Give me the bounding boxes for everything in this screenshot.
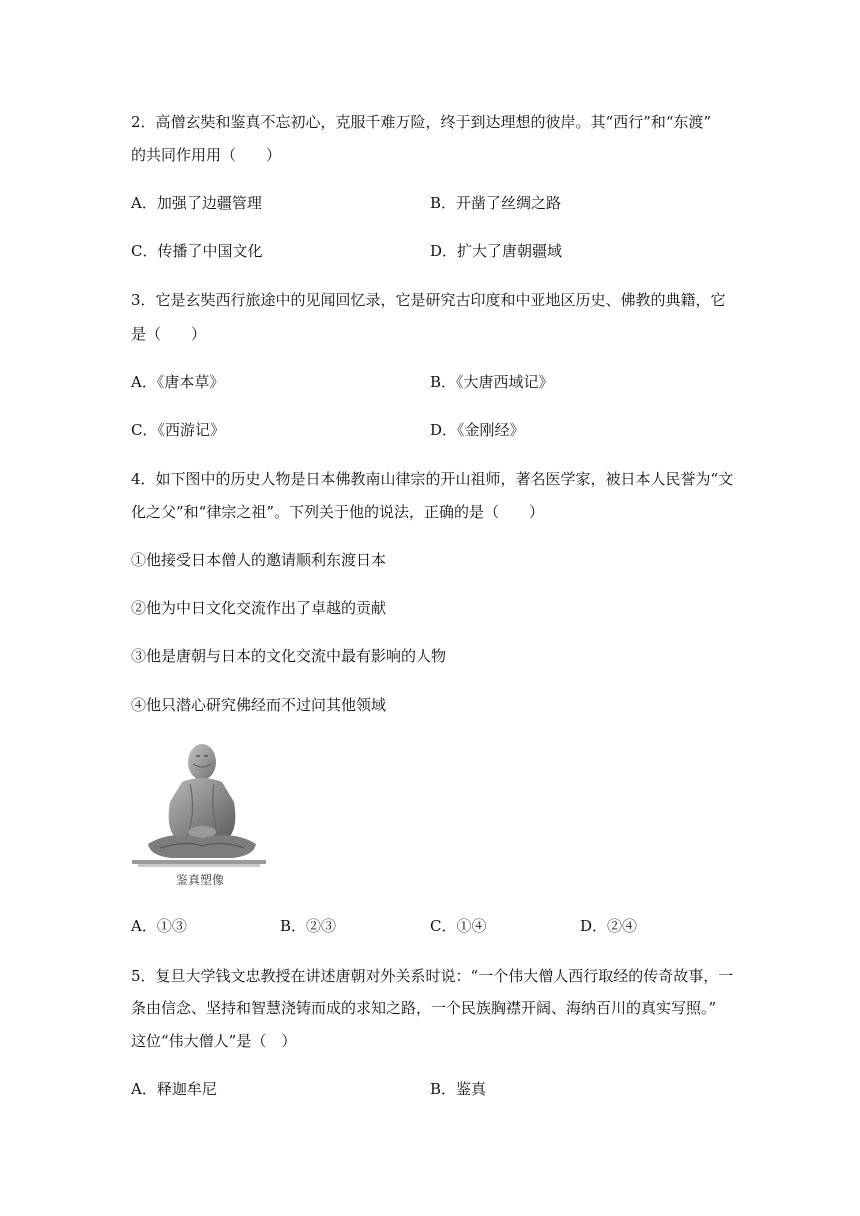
figure-caption: 鉴真塑像	[175, 873, 224, 887]
question-4-statement-2: ②他为中日文化交流作出了卓越的贡献	[131, 599, 387, 617]
jianzhen-statue-figure	[130, 740, 270, 890]
question-3-option-d[interactable]: D．《金刚经》	[430, 421, 525, 439]
question-4-option-a[interactable]: A．①③	[131, 917, 187, 935]
question-5-option-a[interactable]: A．释迦牟尼	[131, 1080, 217, 1098]
seated-monk-statue-image	[130, 740, 270, 870]
question-4-option-d[interactable]: D．②④	[580, 917, 638, 935]
question-2-option-d[interactable]: D．扩大了唐朝疆域	[430, 242, 563, 260]
question-3-stem-line-1: 3．它是玄奘西行旅途中的见闻回忆录，它是研究古印度和中亚地区历史、佛教的典籍，它	[131, 291, 726, 309]
question-5-stem-line-2: 条由信念、坚持和智慧浇铸而成的求知之路，一个民族胸襟开阔、海纳百川的真实写照。”	[131, 999, 717, 1017]
question-4-option-c[interactable]: C．①④	[430, 917, 487, 935]
question-4-option-b[interactable]: B．②③	[280, 917, 337, 935]
question-2-option-b[interactable]: B．开凿了丝绸之路	[430, 194, 562, 212]
question-3-option-c[interactable]: C．《西游记》	[131, 421, 225, 439]
question-2-stem-line-2: 的共同作用用（ ）	[131, 146, 282, 164]
question-3-option-a[interactable]: A．《唐本草》	[131, 373, 225, 391]
question-5-stem-line-1: 5．复旦大学钱文忠教授在讲述唐朝对外关系时说：“一个伟大僧人西行取经的传奇故事，一	[131, 967, 734, 985]
question-5-stem-line-3: 这位“伟大僧人”是（ ）	[131, 1032, 297, 1050]
question-3-option-b[interactable]: B．《大唐西域记》	[430, 373, 554, 391]
question-4-stem-line-2: 化之父”和“律宗之祖”。下列关于他的说法，正确的是（ ）	[131, 503, 545, 521]
question-4-stem-line-1: 4．如下图中的历史人物是日本佛教南山律宗的开山祖师，著名医学家，被日本人民誉为“文	[131, 470, 734, 488]
question-4-statement-4: ④他只潜心研究佛经而不过问其他领域	[131, 696, 387, 714]
question-4-statement-1: ①他接受日本僧人的邀请顺利东渡日本	[131, 551, 387, 569]
question-2-stem-line-1: 2．高僧玄奘和鉴真不忘初心，克服千难万险，终于到达理想的彼岸。其“西行”和“东渡”	[131, 113, 712, 131]
question-3-stem-line-2: 是（ ）	[131, 325, 207, 343]
question-2-option-a[interactable]: A．加强了边疆管理	[131, 194, 262, 212]
question-2-option-c[interactable]: C．传播了中国文化	[131, 242, 263, 260]
question-4-statement-3: ③他是唐朝与日本的文化交流中最有影响的人物	[131, 647, 447, 665]
question-5-option-b[interactable]: B．鉴真	[430, 1080, 487, 1098]
